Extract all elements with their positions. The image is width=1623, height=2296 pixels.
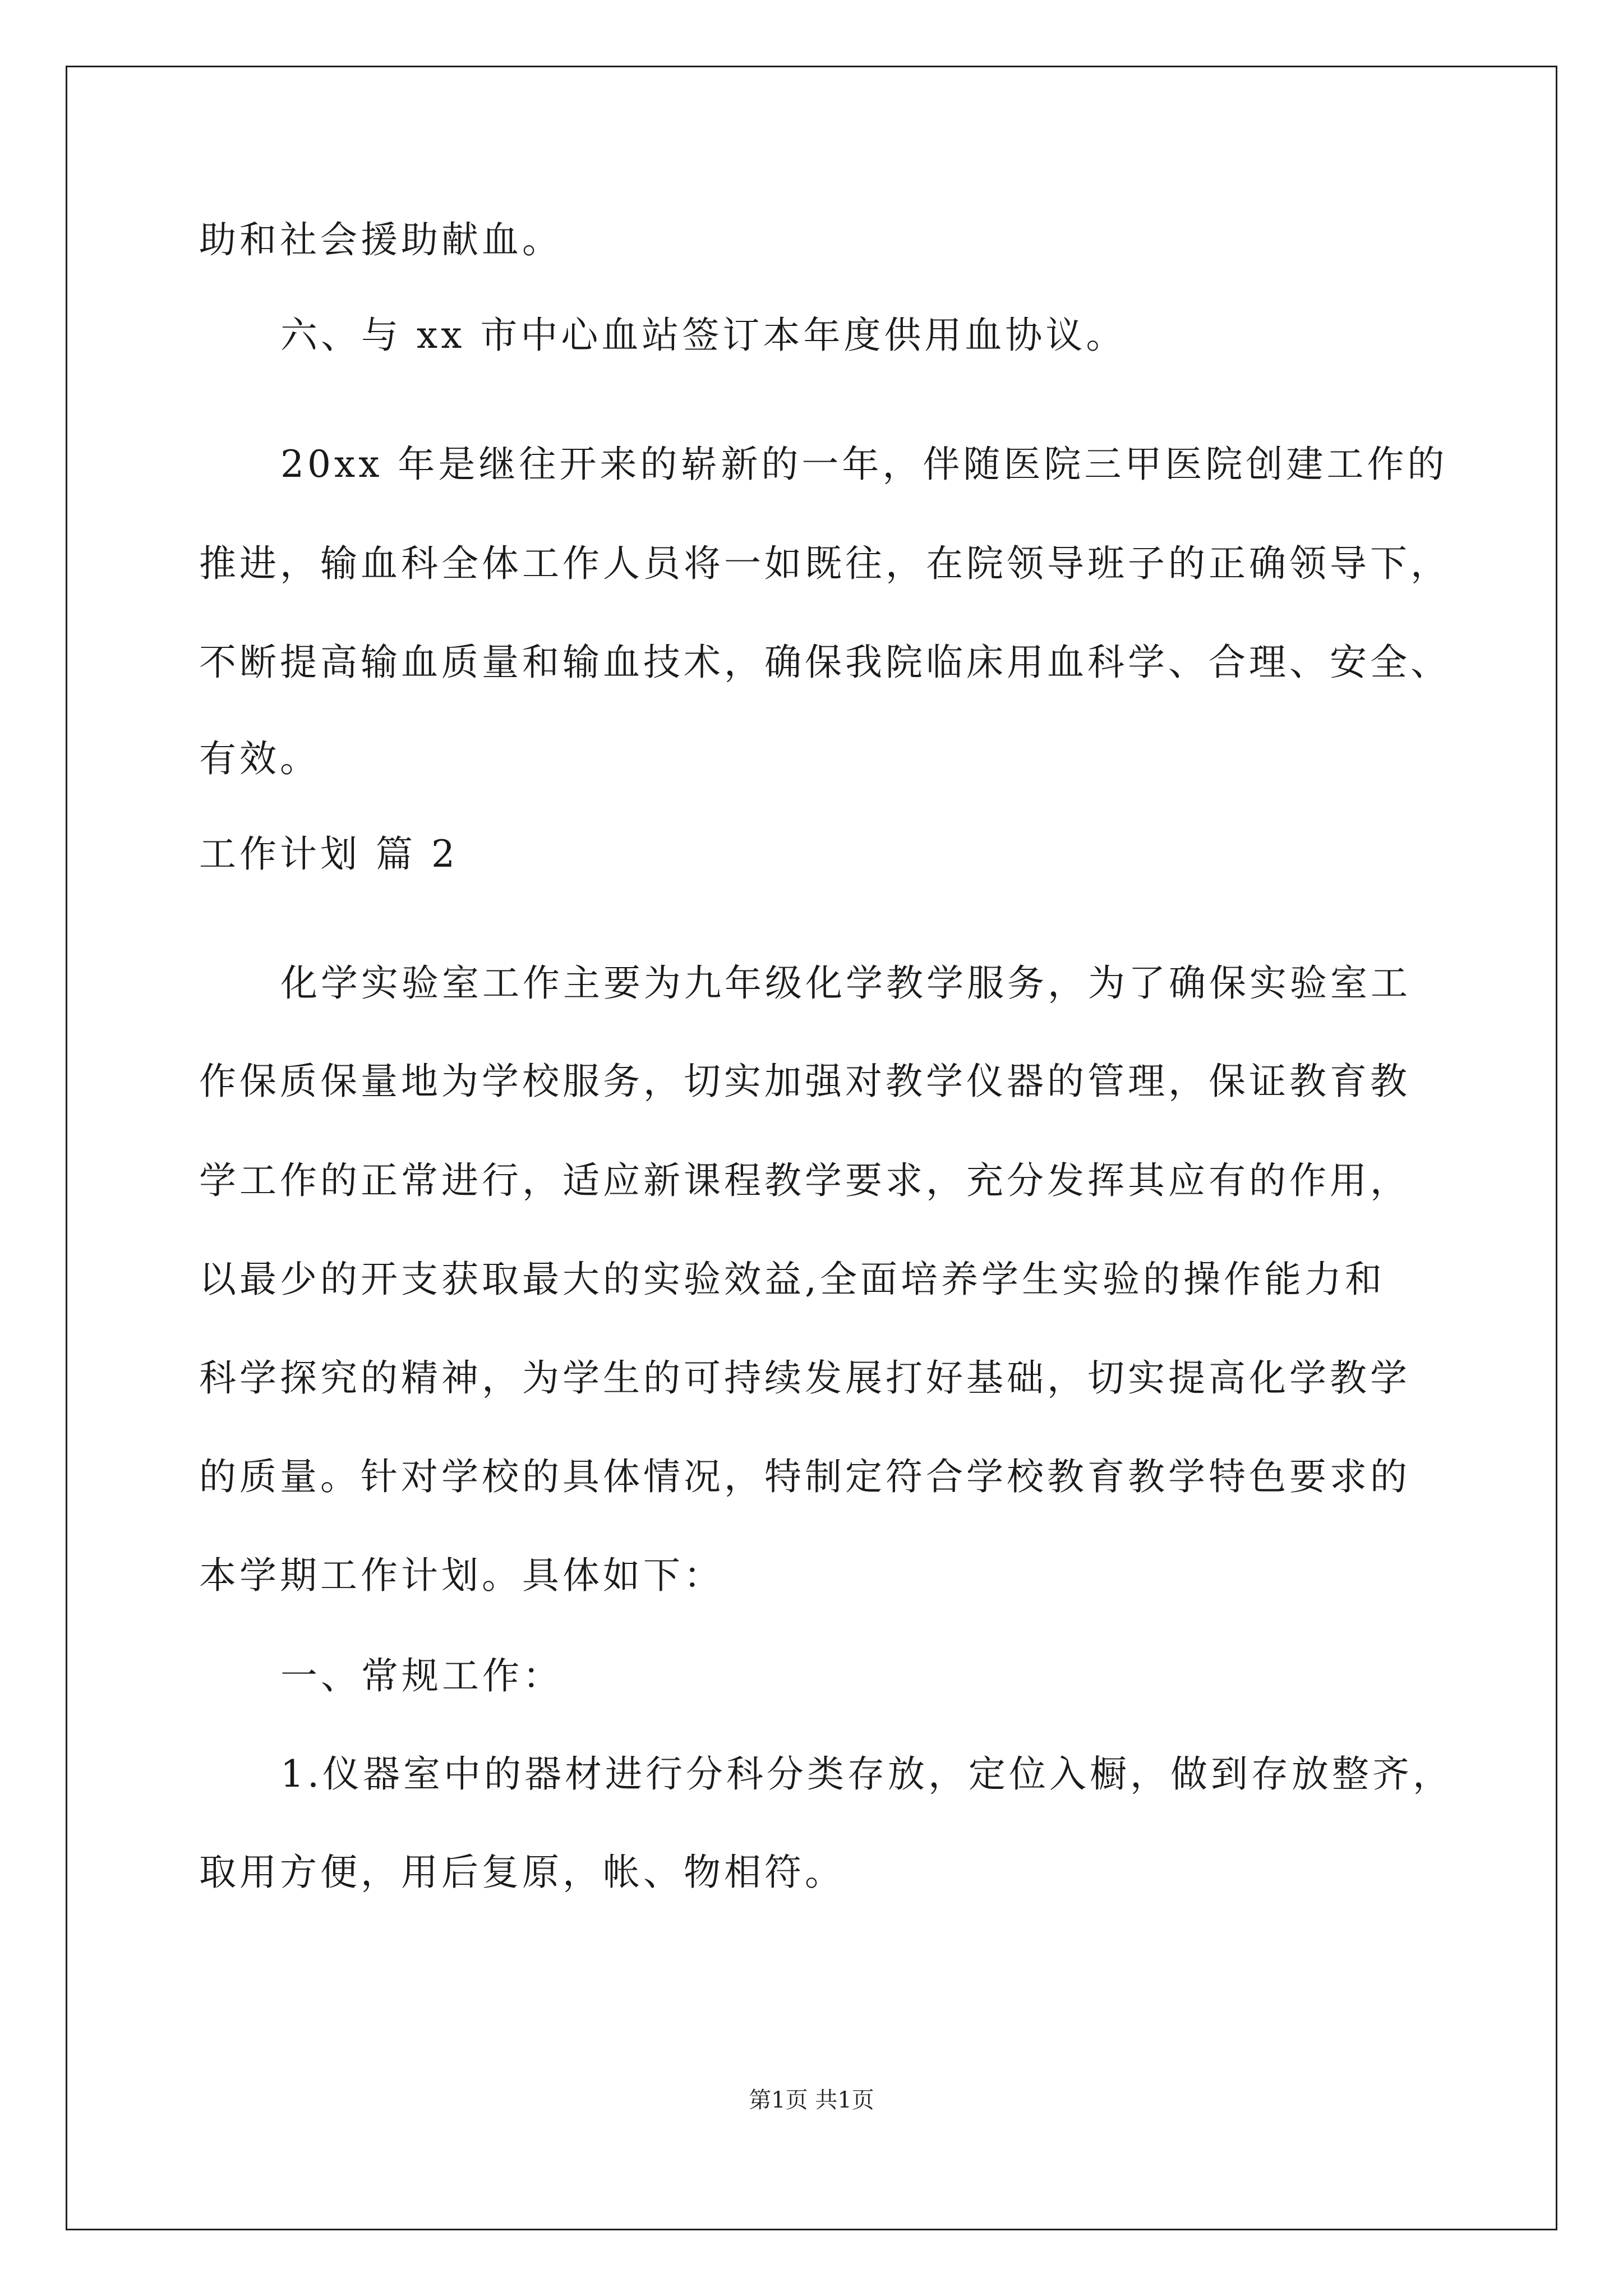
paragraph-line: 学工作的正常进行，适应新课程教学要求，充分发挥其应有的作用，: [199, 1159, 1410, 1202]
section-heading: 工作计划 篇 2: [199, 832, 458, 876]
paragraph-line: 推进，输血科全体工作人员将一如既往，在院领导班子的正确领导下，: [199, 542, 1451, 585]
list-item: 1.仪器室中的器材进行分科分类存放，定位入橱，做到存放整齐，: [280, 1752, 1453, 1796]
paragraph-line: 六、与 xx 市中心血站签订本年度供用血协议。: [280, 314, 1127, 357]
paragraph-line: 助和社会援助献血。: [199, 218, 562, 261]
paragraph-line: 不断提高输血质量和输血技术，确保我院临床用血科学、合理、安全、: [199, 641, 1451, 684]
paragraph-line: 有效。: [199, 737, 320, 780]
paragraph-line: 化学实验室工作主要为九年级化学教学服务，为了确保实验室工: [280, 961, 1411, 1005]
paragraph-line: 本学期工作计划。具体如下：: [199, 1554, 724, 1597]
paragraph-line: 20xx 年是继往开来的崭新的一年，伴随医院三甲医院创建工作的: [280, 443, 1448, 486]
paragraph-line: 取用方便，用后复原，帐、物相符。: [199, 1851, 845, 1894]
paragraph-line: 的质量。针对学校的具体情况，特制定符合学校教育教学特色要求的: [199, 1455, 1410, 1498]
paragraph-line: 科学探究的精神，为学生的可持续发展打好基础，切实提高化学教学: [199, 1356, 1410, 1400]
subsection-heading: 一、常规工作：: [280, 1654, 563, 1697]
page-border: [66, 66, 1557, 2230]
page-footer: 第1页 共1页: [749, 2087, 874, 2113]
paragraph-line: 以最少的开支获取最大的实验效益,全面培养学生实验的操作能力和: [199, 1258, 1385, 1301]
paragraph-line: 作保质保量地为学校服务，切实加强对教学仪器的管理，保证教育教: [199, 1060, 1410, 1103]
